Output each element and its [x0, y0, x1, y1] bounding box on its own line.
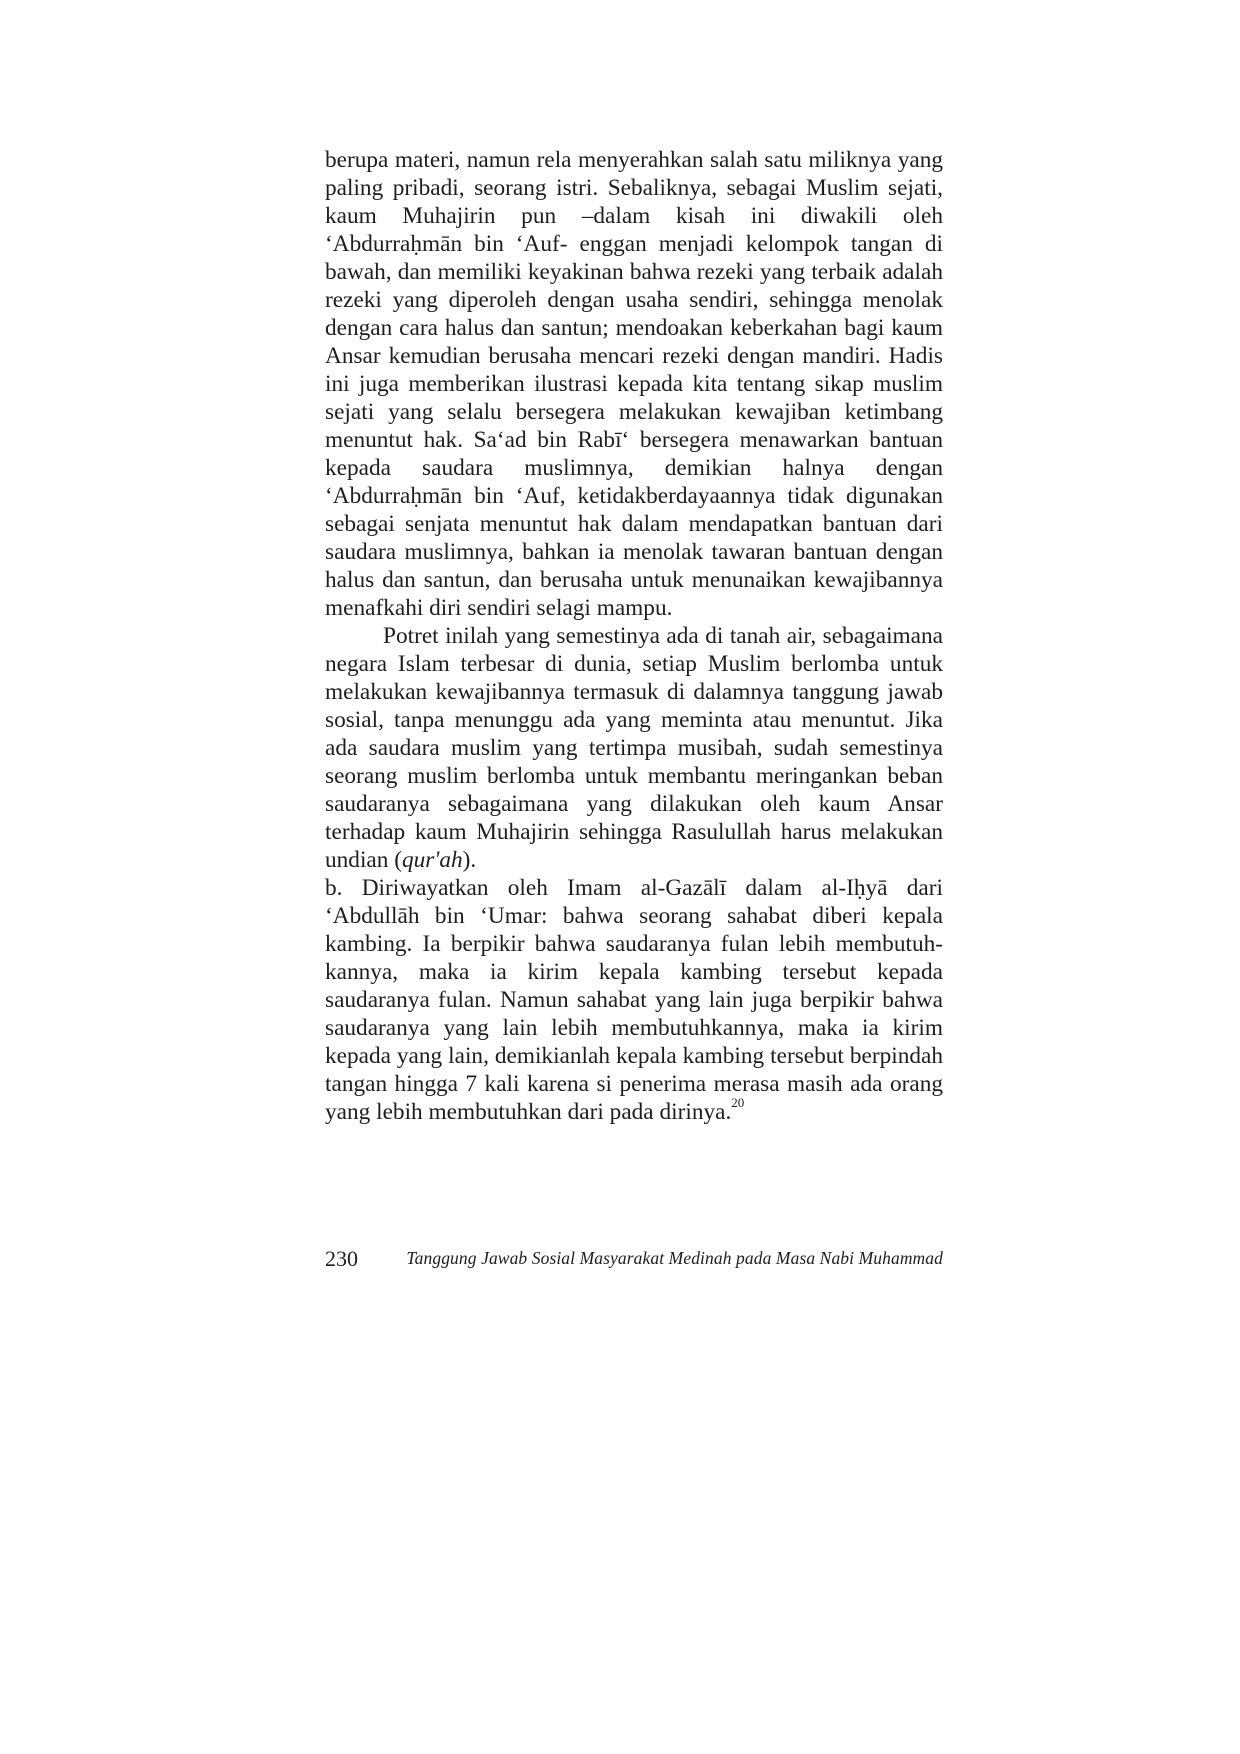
paragraph-item-b — [325, 874, 943, 1126]
running-title: Tanggung Jawab Sosial Masyarakat Medinah pada Masa Nabi Muhammad — [406, 1248, 943, 1268]
paragraph-text: berupa materi, namun rela menyerahkan salah satu miliknya yang paling pribadi, seorang istri. Sebaliknya, sebagai Muslim sejati, kaum Muhajirin pun –dalam kisah ini diwakili oleh ‘Abdurraḥmān bin ‘Auf- enggan menjadi kelompok tangan di bawah, dan memiliki keyakinan bahwa rezeki yang terbaik adalah rezeki yang diperoleh dengan usaha sendiri, sehingga menolak dengan cara halus dan santun; mendoakan keberkahan bagi kaum Ansar kemudian berusaha mencari rezeki dengan mandiri. Hadis ini juga memberikan ilustrasi kepada kita tentang sikap muslim sejati yang selalu bersegera melakukan kewajiban ketimbang menuntut hak. Sa‘ad bin Rabī‘ bersegera menawarkan bantuan kepada saudara muslimnya, demikian halnya dengan ‘Abdurraḥmān bin ‘Auf, ketidakberdayaannya tidak digunakan sebagai senjata menuntut hak dalam mendapatkan bantuan dari saudara muslimnya, bahkan ia menolak tawaran bantuan dengan halus dan santun, dan berusaha untuk menunaikan kewajibannya menafkahi diri sendiri selagi mampu. — [325, 147, 943, 621]
paragraph-potret — [325, 622, 943, 874]
paragraph-text: b. Diriwayatkan oleh Imam al-Gazālī dalam al-Iḥyā dari ‘Abdullāh bin ‘Umar: bahwa seorang sahabat diberi kepala kambing. Ia berpikir bahwa saudaranya fulan lebih membutuh-kannya, maka ia kirim kepala kambing tersebut kepada saudaranya fulan. Namun sahabat yang lain juga berpikir bahwa saudaranya yang lain lebih membutuhkannya, maka ia kirim kepada yang lain, demikianlah kepala kambing tersebut berpindah tangan hingga 7 kali karena si penerima merasa masih ada orang yang lebih membutuhkan dari pada dirinya. — [325, 875, 943, 1125]
footnote-marker[interactable]: 20 — [731, 1095, 745, 1111]
paragraph-continuation — [325, 146, 943, 622]
italic-term: qur'ah — [402, 847, 463, 873]
paragraph-text-end: ). — [462, 847, 477, 873]
paragraph-text: Potret inilah yang semestinya ada di tanah air, sebagaimana negara Islam terbesar di dunia, setiap Muslim berlomba untuk melakukan kewajibannya termasuk di dalamnya tanggung jawab sosial, tanpa menunggu ada yang meminta atau menuntut. Jika ada saudara muslim yang tertimpa musibah, sudah semestinya seorang muslim berlomba untuk membantu meringankan beban saudaranya sebagaimana yang dilakukan oleh kaum Ansar terhadap kaum Muhajirin sehingga Rasulullah harus melakukan undian ( — [325, 623, 943, 873]
body-text — [325, 146, 943, 1126]
page-footer — [325, 1246, 943, 1276]
page-number: 230 — [325, 1246, 358, 1271]
